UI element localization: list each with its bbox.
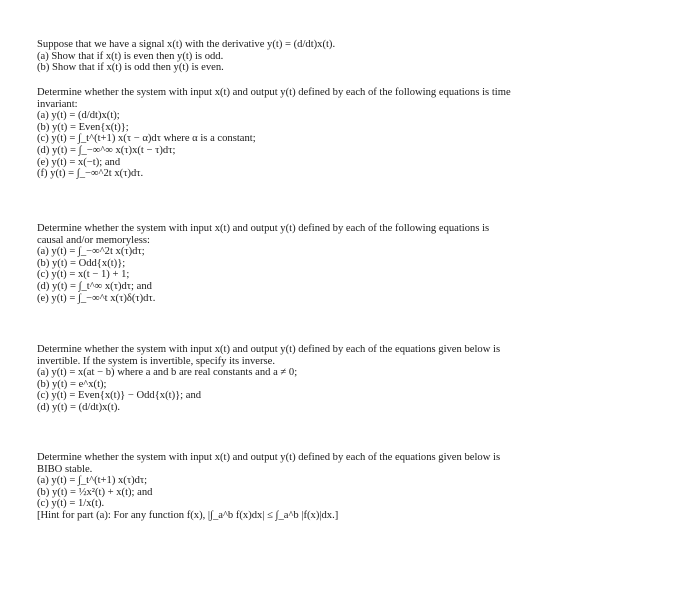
problem-text-line: (a) y(t) = ∫_t^(t+1) x(τ)dτ; (37, 475, 148, 487)
problem-time-invariance (37, 87, 587, 180)
problem-causality-memory (37, 223, 587, 304)
problem-text-line: Determine whether the system with input x(t) and output y(t) defined by each of the equations given below is (37, 452, 501, 463)
problem-text-line: (b) y(t) = ½x²(t) + x(t); and (37, 486, 153, 498)
problem-text-line: causal and/or memoryless: (37, 234, 150, 246)
problem-text-line: (b) y(t) = Odd{x(t)}; (37, 257, 126, 269)
problem-text-line: Suppose that we have a signal x(t) with the derivative y(t) = (d/dt)x(t). (37, 39, 336, 50)
problem-text-line: (a) y(t) = ∫_−∞^2t x(τ)dτ; (37, 246, 145, 258)
problem-text-line: Determine whether the system with input x(t) and output y(t) defined by each of the following equations is (37, 223, 490, 234)
problem-text-line: (a) y(t) = (d/dt)x(t); (37, 110, 120, 122)
problem-text-line: invertible. If the system is invertible, specify its inverse. (37, 355, 276, 367)
problem-text-line: [Hint for part (a): For any function f(x), |∫_a^b f(x)dx| ≤ ∫_a^b |f(x)|dx.] (37, 509, 339, 521)
problem-text-line: (a) Show that if x(t) is even then y(t) is odd. (37, 50, 224, 62)
problem-text-line: invariant: (37, 98, 78, 110)
problem-text-line: (f) y(t) = ∫_−∞^2t x(τ)dτ. (37, 168, 144, 180)
problem-text-line: (b) y(t) = Even{x(t)}; (37, 121, 129, 133)
problem-text-line: (e) y(t) = x(−t); and (37, 156, 121, 168)
problem-text-line: (d) y(t) = (d/dt)x(t). (37, 401, 121, 413)
problem-text-line: (c) y(t) = Even{x(t)} − Odd{x(t)}; and (37, 390, 202, 402)
problem-invertibility (37, 344, 587, 414)
problem-text-line: (c) y(t) = 1/x(t). (37, 498, 105, 510)
problem-text-line: (d) y(t) = ∫_−∞^∞ x(τ)x(t − τ)dτ; (37, 144, 176, 156)
problem-text-line: (b) Show that if x(t) is odd then y(t) is even. (37, 62, 224, 74)
problem-text-line: (a) y(t) = x(at − b) where a and b are real constants and a ≠ 0; (37, 367, 298, 379)
problem-text-line: (e) y(t) = ∫_−∞^t x(τ)δ(τ)dτ. (37, 292, 156, 304)
problem-text-line: Determine whether the system with input x(t) and output y(t) defined by each of the equations given below is (37, 344, 501, 355)
problem-text-line: (c) y(t) = x(t − 1) + 1; (37, 269, 130, 281)
problem-derivative-symmetry (37, 39, 587, 74)
problem-text-line: Determine whether the system with input x(t) and output y(t) defined by each of the following equations is time (37, 87, 511, 98)
problem-text-line: (d) y(t) = ∫_t^∞ x(τ)dτ; and (37, 280, 152, 292)
problem-bibo-stability (37, 452, 587, 522)
problem-text-line: (b) y(t) = e^x(t); (37, 378, 107, 390)
problem-text-line: BIBO stable. (37, 463, 93, 475)
problem-text-line: (c) y(t) = ∫_t^(t+1) x(τ − α)dτ where α is a constant; (37, 133, 256, 145)
